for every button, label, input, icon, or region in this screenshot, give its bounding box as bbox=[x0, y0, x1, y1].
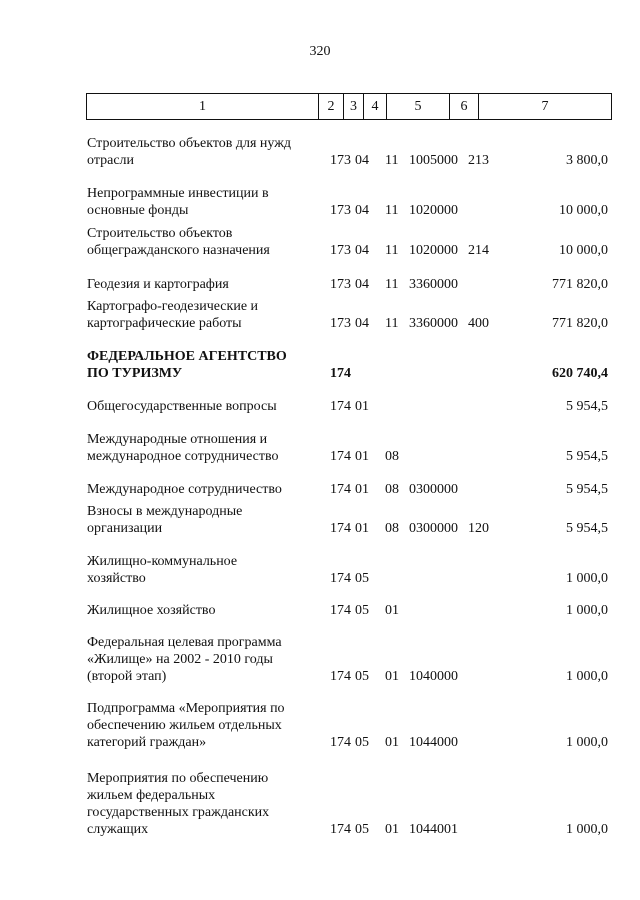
code-section: 05 bbox=[355, 735, 369, 750]
code-administrator: 174 bbox=[330, 603, 351, 618]
row-description bbox=[87, 298, 319, 332]
code-administrator: 174 bbox=[330, 366, 351, 381]
header-col-7: 7 bbox=[479, 94, 612, 120]
row-description-line: международное сотрудничество bbox=[87, 449, 279, 464]
code-administrator: 173 bbox=[330, 203, 351, 218]
row-description-line: Строительство объектов bbox=[87, 226, 233, 241]
row-description-line: Международные отношения и bbox=[87, 432, 268, 447]
code-subsection: 01 bbox=[385, 603, 399, 618]
row-description bbox=[87, 398, 319, 415]
row-description-line: (второй этап) bbox=[87, 669, 167, 684]
row-description bbox=[87, 481, 319, 498]
code-expense-type: 120 bbox=[468, 521, 489, 536]
code-administrator: 173 bbox=[330, 316, 351, 331]
row-description-line: Общегосударственные вопросы bbox=[87, 399, 277, 414]
code-subsection: 01 bbox=[385, 822, 399, 837]
row-description-line: Жилищно-коммунальное bbox=[87, 554, 238, 569]
amount: 5 954,5 bbox=[566, 482, 608, 497]
row-description-line: Картографо-геодезические и bbox=[87, 299, 259, 314]
row-description-line: Взносы в международные bbox=[87, 504, 243, 519]
code-article: 3360000 bbox=[409, 316, 458, 331]
row-description-line: основные фонды bbox=[87, 203, 189, 218]
row-description bbox=[87, 135, 319, 169]
row-description-line: жильем федеральных bbox=[87, 788, 216, 803]
code-subsection: 01 bbox=[385, 735, 399, 750]
row-description-line: обеспечению жильем отдельных bbox=[87, 718, 282, 733]
amount: 10 000,0 bbox=[559, 243, 608, 258]
page-number: 320 bbox=[309, 44, 331, 59]
row-description-line: Строительство объектов для нужд bbox=[87, 136, 292, 151]
code-administrator: 173 bbox=[330, 277, 351, 292]
amount: 1 000,0 bbox=[566, 669, 608, 684]
code-section: 04 bbox=[355, 153, 369, 168]
code-administrator: 174 bbox=[330, 669, 351, 684]
code-subsection: 11 bbox=[385, 316, 399, 331]
amount: 5 954,5 bbox=[566, 449, 608, 464]
code-subsection: 11 bbox=[385, 243, 399, 258]
row-description bbox=[87, 348, 319, 382]
code-administrator: 174 bbox=[330, 399, 351, 414]
code-section: 04 bbox=[355, 203, 369, 218]
code-subsection: 08 bbox=[385, 482, 399, 497]
row-description bbox=[87, 634, 319, 685]
code-subsection: 01 bbox=[385, 669, 399, 684]
amount: 620 740,4 bbox=[552, 366, 608, 381]
code-expense-type: 213 bbox=[468, 153, 489, 168]
row-description bbox=[87, 276, 319, 293]
code-section: 05 bbox=[355, 571, 369, 586]
row-description-line: «Жилище» на 2002 - 2010 годы bbox=[87, 652, 273, 667]
column-header-table bbox=[86, 93, 612, 120]
amount: 771 820,0 bbox=[552, 316, 608, 331]
code-expense-type: 400 bbox=[468, 316, 489, 331]
row-description-line: отрасли bbox=[87, 153, 135, 168]
code-section: 05 bbox=[355, 669, 369, 684]
code-administrator: 174 bbox=[330, 521, 351, 536]
code-article: 1044000 bbox=[409, 735, 458, 750]
header-col-4: 4 bbox=[364, 94, 387, 120]
row-description-line: организации bbox=[87, 521, 163, 536]
row-description bbox=[87, 770, 319, 838]
row-description bbox=[87, 553, 319, 587]
code-administrator: 174 bbox=[330, 735, 351, 750]
row-description-line: Подпрограмма «Мероприятия по bbox=[87, 701, 285, 716]
row-description-line: Федеральная целевая программа bbox=[87, 635, 282, 650]
amount: 771 820,0 bbox=[552, 277, 608, 292]
row-description bbox=[87, 431, 319, 465]
code-section: 05 bbox=[355, 822, 369, 837]
code-article: 3360000 bbox=[409, 277, 458, 292]
code-article: 1020000 bbox=[409, 243, 458, 258]
code-subsection: 08 bbox=[385, 521, 399, 536]
code-article: 1005000 bbox=[409, 153, 458, 168]
amount: 5 954,5 bbox=[566, 399, 608, 414]
row-description-line: Международное сотрудничество bbox=[87, 482, 282, 497]
amount: 1 000,0 bbox=[566, 822, 608, 837]
row-description-line: хозяйство bbox=[87, 571, 146, 586]
row-description bbox=[87, 503, 319, 537]
header-col-1: 1 bbox=[87, 94, 319, 120]
code-section: 04 bbox=[355, 243, 369, 258]
row-description-line: общегражданского назначения bbox=[87, 243, 270, 258]
code-administrator: 174 bbox=[330, 822, 351, 837]
code-administrator: 174 bbox=[330, 482, 351, 497]
code-expense-type: 214 bbox=[468, 243, 489, 258]
code-section: 04 bbox=[355, 316, 369, 331]
amount: 1 000,0 bbox=[566, 603, 608, 618]
amount: 5 954,5 bbox=[566, 521, 608, 536]
code-administrator: 173 bbox=[330, 243, 351, 258]
code-section: 04 bbox=[355, 277, 369, 292]
row-description-line: категорий граждан» bbox=[87, 735, 207, 750]
row-description-line: ПО ТУРИЗМУ bbox=[87, 366, 183, 381]
amount: 10 000,0 bbox=[559, 203, 608, 218]
header-col-2: 2 bbox=[319, 94, 344, 120]
code-section: 05 bbox=[355, 603, 369, 618]
code-section: 01 bbox=[355, 399, 369, 414]
code-subsection: 11 bbox=[385, 153, 399, 168]
code-section: 01 bbox=[355, 521, 369, 536]
row-description-line: Геодезия и картография bbox=[87, 277, 229, 292]
row-description-line: ФЕДЕРАЛЬНОЕ АГЕНТСТВО bbox=[87, 349, 287, 364]
row-description-line: государственных гражданских bbox=[87, 805, 270, 820]
code-administrator: 174 bbox=[330, 449, 351, 464]
amount: 1 000,0 bbox=[566, 571, 608, 586]
code-article: 1040000 bbox=[409, 669, 458, 684]
row-description-line: Мероприятия по обеспечению bbox=[87, 771, 269, 786]
amount: 3 800,0 bbox=[566, 153, 608, 168]
code-article: 1044001 bbox=[409, 822, 458, 837]
row-description bbox=[87, 225, 319, 259]
row-description-line: Непрограммные инвестиции в bbox=[87, 186, 269, 201]
code-subsection: 08 bbox=[385, 449, 399, 464]
code-section: 01 bbox=[355, 482, 369, 497]
row-description-line: картографические работы bbox=[87, 316, 242, 331]
code-subsection: 11 bbox=[385, 277, 399, 292]
header-col-6: 6 bbox=[450, 94, 479, 120]
code-article: 0300000 bbox=[409, 521, 458, 536]
row-description-line: Жилищное хозяйство bbox=[87, 603, 216, 618]
code-administrator: 173 bbox=[330, 153, 351, 168]
row-description bbox=[87, 602, 319, 619]
code-subsection: 11 bbox=[385, 203, 399, 218]
row-description bbox=[87, 700, 319, 751]
code-article: 1020000 bbox=[409, 203, 458, 218]
code-section: 01 bbox=[355, 449, 369, 464]
header-col-3: 3 bbox=[344, 94, 364, 120]
amount: 1 000,0 bbox=[566, 735, 608, 750]
header-col-5: 5 bbox=[387, 94, 450, 120]
code-article: 0300000 bbox=[409, 482, 458, 497]
row-description bbox=[87, 185, 319, 219]
row-description-line: служащих bbox=[87, 822, 149, 837]
code-administrator: 174 bbox=[330, 571, 351, 586]
